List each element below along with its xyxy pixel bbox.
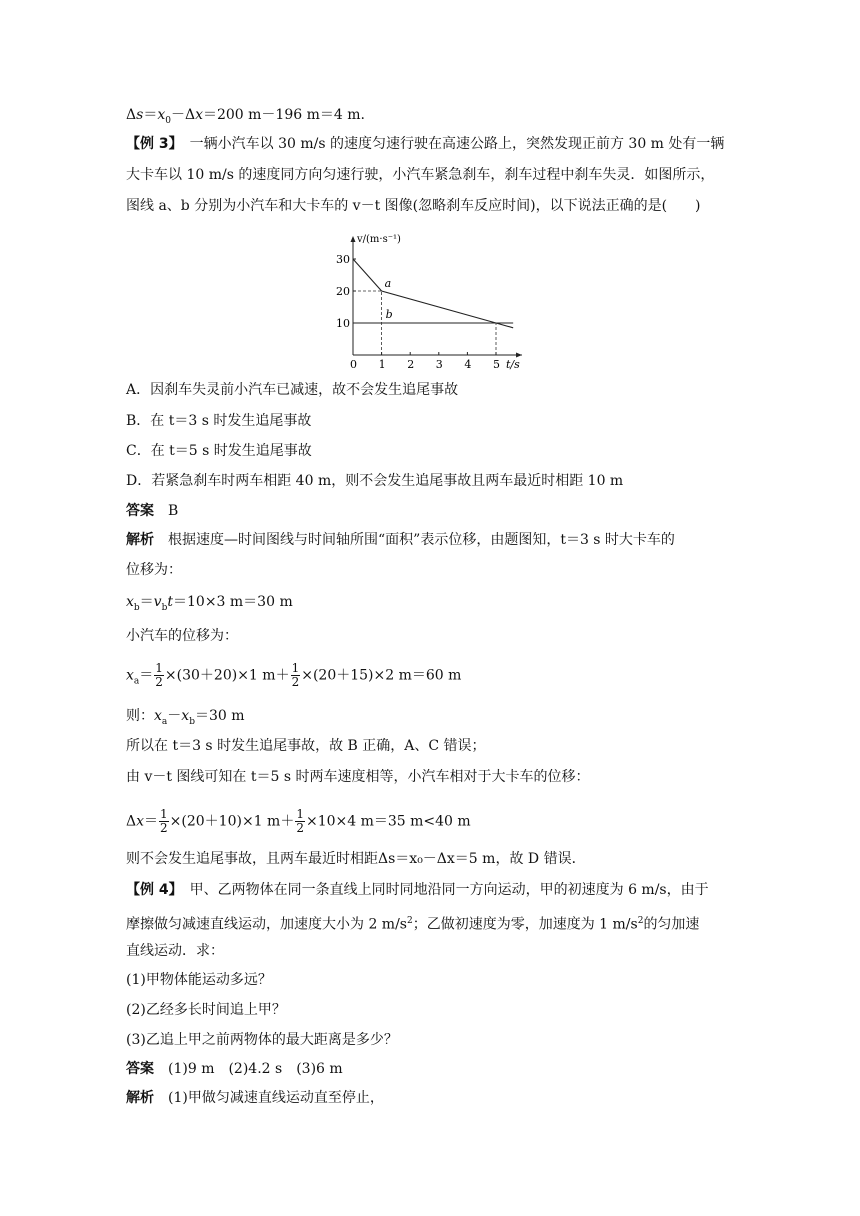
analysis-line6: 则：$x_a-x_b=30$ m [126,708,245,727]
example4-line3: 直线运动．求： [126,943,224,959]
y-tick-label: 20 [336,285,350,298]
x-tick-label: 5 [493,358,500,371]
answer-label: 答案 [126,503,154,519]
x-axis-label: t/s [506,358,520,371]
analysis-line8: 由 v－t 图线可知在 t＝5 s 时两车速度相等，小汽车相对于大卡车的位移： [126,769,590,785]
prev-conclusion: $\Delta s=x_0-\Delta x=200$ m－196 m＝4 m. [126,107,365,126]
x-tick-label: 0 [350,358,357,371]
answer-value: B [168,503,179,519]
question-2: (2)乙经多长时间追上甲？ [126,1002,286,1018]
question-3: (3)乙追上甲之前两物体的最大距离是多少？ [126,1032,398,1048]
example3-line2: 大卡车以 10 m/s 的速度同方向匀速行驶，小汽车紧急刹车，刹车过程中刹车失灵．如图所示， [126,167,715,183]
analysis-line2: 位移为： [126,562,182,578]
example4-line2: 摩擦做匀减速直线运动，加速度大小为 2 $m/s^2$；乙做初速度为零，加速度为 1 $m/s^2$的匀加速 [126,916,700,933]
y-tick-label: 10 [336,317,350,330]
fraction: $\frac{1}{2}$ [296,807,304,835]
answer-4: 答案 (1)9 m (2)4.2 s (3)6 m [126,1061,343,1077]
x-tick-label: 3 [435,358,443,371]
analysis-line10: 则不会发生追尾事故，且两车最近时相距Δs＝x₀－Δx＝5 m，故 D 错误． [126,851,586,867]
fraction: $\frac{1}{2}$ [155,661,163,689]
y-axis-label: v/(m·s⁻¹) [357,234,401,245]
x-tick-label: 1 [378,358,386,371]
fraction: $\frac{1}{2}$ [160,807,168,835]
example3-line1 [126,134,724,154]
analysis-line1 [126,530,675,550]
option-c: C．在 t＝5 s 时发生追尾事故 [126,443,312,459]
option-b: B．在 t＝3 s 时发生追尾事故 [126,413,312,429]
option-d: D．若紧急刹车时两车相距 40 m，则不会发生追尾事故且两车最近时相距 10 m [126,473,624,489]
analysis-line3: $x_b=v_bt=10\times 3$ m＝30 m [126,594,293,613]
example3-tag: 【例 3】 [126,136,176,152]
analysis-text1: 根据速度—时间图线与时间轴所围“面积”表示位移，由题图知，t＝3 s 时大卡车的 [168,532,675,548]
x-tick-label: 2 [407,358,415,371]
y-axis-arrow [351,236,356,242]
analysis-line4: 小汽车的位移为： [126,628,238,644]
example4-tag: 【例 4】 [126,882,176,898]
example4-line1: 【例 4】 甲、乙两物体在同一条直线上同时同地沿同一方向运动，甲的初速度为 6 m/s，由于 [126,882,709,898]
x-axis-arrow [516,353,522,358]
analysis-line5: $x_a=$ $\frac{1}{2}$ ×(30＋20)×1 m＋ $\frac{1}{2}$ ×(20＋15)×2 m＝60 m [126,661,462,689]
series-line-a [353,259,513,328]
analysis-4-line1: 解析 (1)甲做匀减速直线运动直至停止， [126,1090,384,1106]
y-tick-label: 30 [336,253,350,266]
analysis-line7: 所以在 t＝3 s 时发生追尾事故，故 B 正确，A、C 错误； [126,738,486,754]
vt-chart [326,226,536,376]
fraction: $\frac{1}{2}$ [291,661,300,689]
x-tick-label: 4 [464,358,472,371]
analysis-line9: Δx＝ $\frac{1}{2}$ ×(20＋10)×1 m＋ $\frac{1}{2}$ ×10×4 m＝35 m<40 m [126,807,471,835]
answer-3 [126,501,178,521]
question-1: (1)甲物体能运动多远？ [126,972,272,988]
series-label-a: a [384,277,392,290]
series-label-b: b [385,308,393,321]
option-a: A．因刹车失灵前小汽车已减速，故不会发生追尾事故 [126,382,459,398]
example3-line3: 图线 a、b 分别为小汽车和大卡车的 v－t 图像(忽略刹车反应时间)，以下说法正确的是( ) [126,198,701,214]
example3-text1: 一辆小汽车以 30 m/s 的速度匀速行驶在高速公路上，突然发现正前方 30 m 处有一辆 [189,136,725,152]
analysis-label: 解析 [126,532,154,548]
